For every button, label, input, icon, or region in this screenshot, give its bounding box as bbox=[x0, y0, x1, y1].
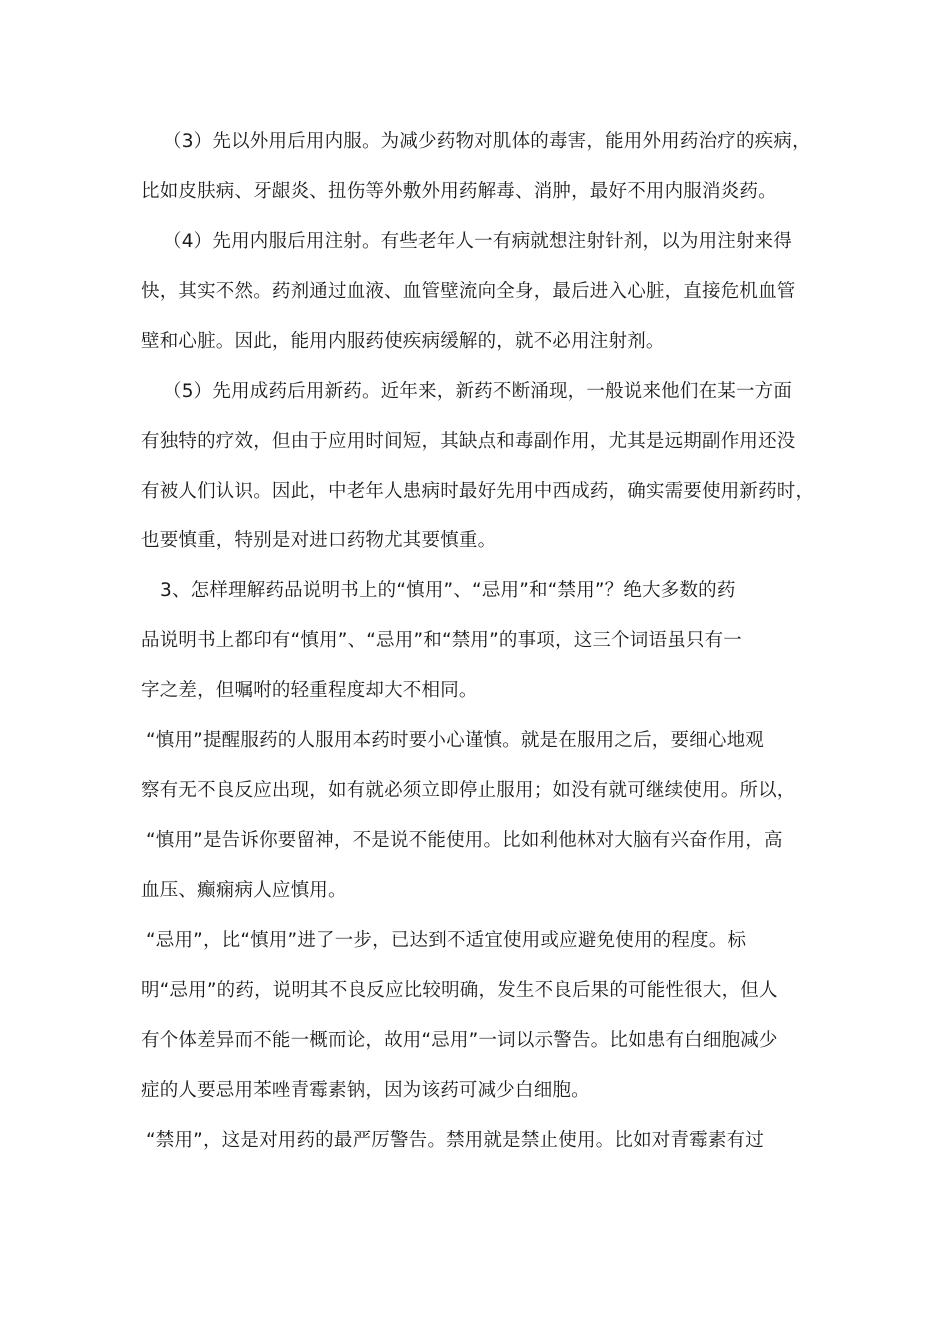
text-line: “慎用”是告诉你要留神，不是说不能使用。比如利他林对大脑有兴奋作用，高 bbox=[146, 830, 783, 851]
text-line: “慎用”提醒服药的人服用本药时要小心谨慎。就是在服用之后，要细心地观 bbox=[146, 730, 764, 751]
text-line: 字之差，但嘱咐的轻重程度却大不相同。 bbox=[141, 680, 478, 701]
text-line: 也要慎重，特别是对进口药物尤其要慎重。 bbox=[141, 530, 497, 551]
text-line: 有被人们认识。因此，中老年人患病时最好先用中西成药，确实需要使用新药时， bbox=[141, 481, 815, 502]
text-line: 察有无不良反应出现，如有就必须立即停止服用；如没有就可继续使用。所以， bbox=[141, 780, 796, 801]
text-line: 有个体差异而不能一概而论，故用“忌用”一词以示警告。比如患有白细胞减少 bbox=[141, 1030, 778, 1051]
text-line: 血压、癫痫病人应慎用。 bbox=[141, 880, 347, 901]
text-line: 比如皮肤病、牙龈炎、扭伤等外敷外用药解毒、消肿，最好不用内服消炎药。 bbox=[141, 181, 777, 202]
text-line: （4）先用内服后用注射。有些老年人一有病就想注射针剂，以为用注射来得 bbox=[163, 231, 793, 252]
text-line: （5）先用成药后用新药。近年来，新药不断涌现，一般说来他们在某一方面 bbox=[163, 381, 793, 402]
text-line: 壁和心脏。因此，能用内服药使疾病缓解的，就不必用注射剂。 bbox=[141, 331, 665, 352]
text-line: 3、怎样理解药品说明书上的“慎用”、“忌用”和“禁用”？绝大多数的药 bbox=[160, 580, 736, 601]
text-line: 症的人要忌用苯唑青霉素钠，因为该药可减少白细胞。 bbox=[141, 1080, 590, 1101]
text-line: （3）先以外用后用内服。为减少药物对肌体的毒害，能用外用药治疗的疾病， bbox=[163, 131, 811, 152]
text-line: 快，其实不然。药剂通过血液、血管壁流向全身，最后进入心脏，直接危机血管 bbox=[141, 281, 796, 302]
text-line: “忌用”，比“慎用”进了一步，已达到不适宜使用或应避免使用的程度。标 bbox=[146, 930, 747, 951]
text-line: 明“忌用”的药，说明其不良反应比较明确，发生不良后果的可能性很大，但人 bbox=[141, 980, 778, 1001]
text-line: “禁用”，这是对用药的最严厉警告。禁用就是禁止使用。比如对青霉素有过 bbox=[146, 1130, 764, 1151]
text-line: 品说明书上都印有“慎用”、“忌用”和“禁用”的事项，这三个词语虽只有一 bbox=[141, 630, 743, 651]
text-line: 有独特的疗效，但由于应用时间短，其缺点和毒副作用，尤其是远期副作用还没 bbox=[141, 431, 796, 452]
